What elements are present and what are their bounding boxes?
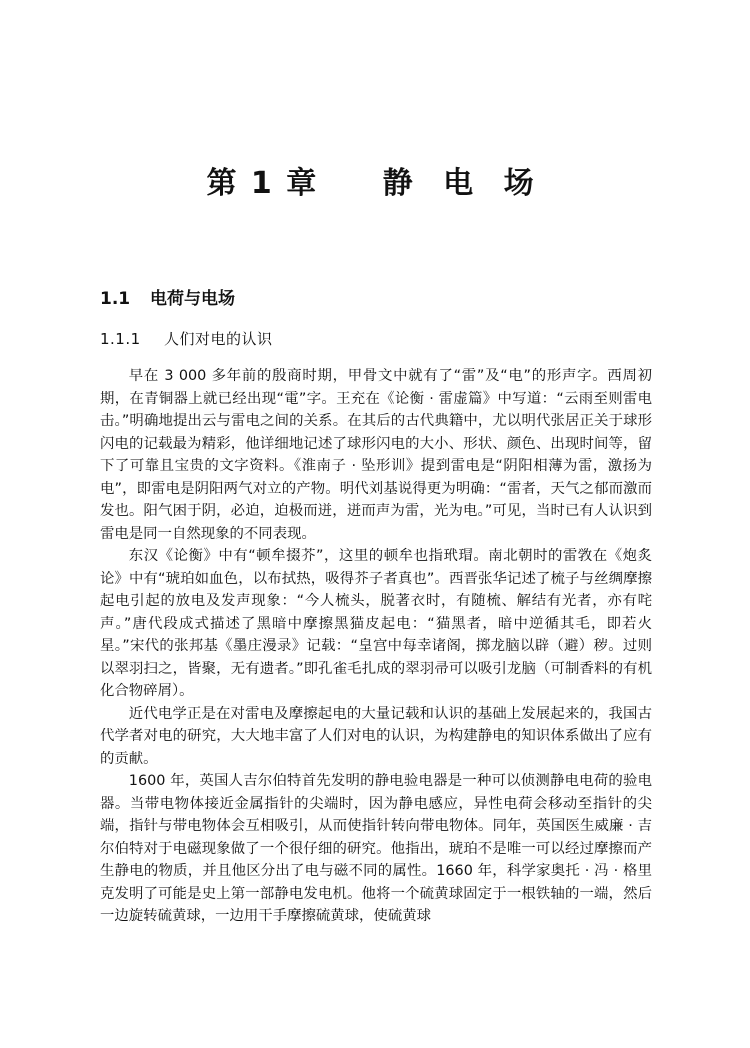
paragraph: 东汉《论衡》中有“顿牟掇芥”，这里的顿牟也指玳瑁。南北朝时的雷敩在《炮炙论》中有“琥珀如血色，以布拭热，吸得芥子者真也”。西晋张华记述了梳子与丝绸摩擦起电引起的放电及发声现象：“今人梳头，脱著衣时，有随梳、解结有光者，亦有咤声。”唐代段成式描述了黑暗中摩擦黑猫皮起电：“猫黑者，暗中逆循其毛，即若火星。”宋代的张邦基《墨庄漫录》记载：“皇宫中每幸诸阁，掷龙脑以辟（避）秽。过则以翠羽扫之，皆聚，无有遗者。”即孔雀毛扎成的翠羽帚可以吸引龙脑（可制香料的有机化合物碎屑）。: [100, 548, 652, 699]
paragraph: 近代电学正是在对雷电及摩擦起电的大量记载和认识的基础上发展起来的，我国古代学者对电的研究，大大地丰富了人们对电的认识，为构建静电的知识体系做出了应有的贡献。: [100, 705, 652, 767]
subsection-number: 1.1.1: [100, 330, 141, 348]
chapter-title: [0, 158, 750, 202]
section-title: 电荷与电场: [150, 289, 236, 309]
chapter-name: [375, 166, 544, 201]
paragraph: 早在 3 000 多年前的殷商时期，甲骨文中就有了“雷”及“电”的形声字。西周初期，在青铜器上就已经出现“電”字。王充在《论衡 · 雷虚篇》中写道：“云雨至则雷电击。”明确地提出云与雷电之间的关系。在其后的古代典籍中，尤以明代张居正关于球形闪电的记载最为精彩，他详细地记述了球形闪电的大小、形状、颜色、出现时间等，留下了可靠且宝贵的文字资料。《淮南子 · 坠形训》提到雷电是“阴阳相薄为雷，激扬为电”，即雷电是阴阳两气对立的产物。明代刘基说得更为明确：“雷者，天气之郁而激而发也。阳气困于阴，必迫，迫极而迸，迸而声为雷，光为电。”可见，当时已有人认识到雷电是同一自然现象的不同表现。: [100, 368, 652, 542]
chapter-name-char: 静: [382, 166, 415, 201]
section-heading: [100, 284, 235, 309]
paragraph: 1600 年，英国人吉尔伯特首先发明的静电验电器是一种可以侦测静电电荷的验电器。当带电物体接近金属指针的尖端时，因为静电感应，异性电荷会移动至指针的尖端，指针与带电物体会互相吸引，从而使指针转向带电物体。同年，英国医生威廉 · 吉尔伯特对于电磁现象做了一个很仔细的研究。他指出，琥珀不是唯一可以经过摩擦而产生静电的物质，并且他区分出了电与磁不同的属性。1660 年，科学家奥托 · 冯 · 格里克发明了可能是史上第一部静电发电机。他将一个硫黄球固定于一根铁轴的一端，然后一边旋转硫黄球，一边用干手摩擦硫黄球，使硫黄球: [100, 773, 652, 924]
section-number: 1.1: [100, 289, 131, 309]
subsection-heading: [100, 328, 272, 349]
body-text: [100, 365, 652, 928]
chapter-number: 第 1 章: [206, 166, 319, 201]
subsection-title: 人们对电的认识: [163, 330, 273, 348]
chapter-name-char: 场: [503, 166, 536, 201]
chapter-name-char: 电: [443, 166, 476, 201]
